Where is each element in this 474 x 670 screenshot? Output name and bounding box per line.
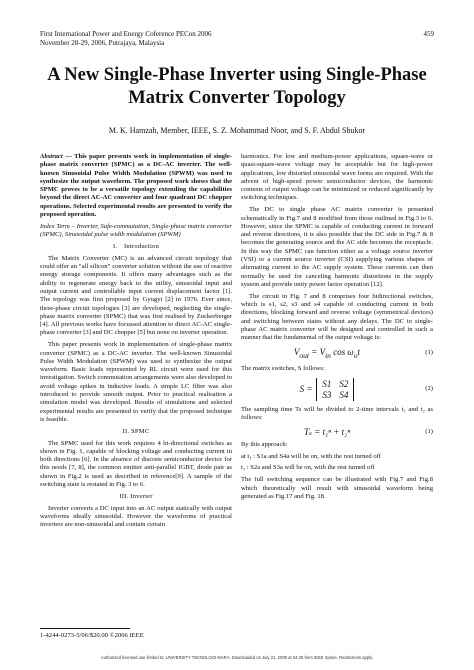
eq1-mid-sub: in: [325, 350, 331, 360]
paragraph: The SPMC used for this work requires 4 bi-directional switches as shown in Fig. 1, capable of blocking voltage and conducting current in both directions [6]. In the absence of discrete semiconductor device for this needs [7, 8], the common emitter anti-parallel IGBT, diode pair as shown in Fig.2 is used as described in reference[9]. A sample of the switching state is restated in Fig. 3 to 6.: [40, 439, 232, 488]
paragraph: Inverter converts a DC input into an AC output statically with output waveforms ideally sinusoidal. However the waveforms of practical inverters are non-sinusoidal and contain certain: [40, 504, 232, 529]
paragraph: The sampling time Ts will be divided to 2-time intervals t₁ and t₂ as follows:: [241, 405, 433, 422]
list-item: t₂ : S2a and S3a will be on, with the rest turned off: [241, 464, 375, 472]
conference-line-2: November 28-29, 2006, Putrajaya, Malaysia: [40, 39, 165, 47]
abstract-body: — This paper presents work in implementation of single-phase matrix converter (SPMC) as a DC-AC inverter. The well-known Sinusoidal Pulse Width Modulation (SPWM) was used to synthesize the output waveform. The proposed work shows that the SPMC proves to be a versatile topology extending the capabilities beyond the direct AC-AC converter and four quadrant DC chopper operations. Selected experimental results are presented to verify the proposed operation.: [40, 153, 232, 219]
matrix-cell: S1: [322, 378, 332, 389]
equation-3-body: Tₛ = t₁ⁿ + t₂ⁿ: [303, 426, 351, 437]
switch-matrix: [300, 378, 355, 401]
equation-2-body: [241, 378, 413, 401]
equation-1-body: [241, 348, 413, 360]
equation-2: [241, 378, 433, 401]
section-heading-spmc: II. SPMC: [122, 428, 150, 436]
paragraph: The full switching sequence can be illustrated with Fig.7 and Fig.8 which theoretically will result with sinusoidal waveform being generated as Fig.17 and Fig. 18.: [241, 476, 433, 500]
eq1-end: t: [357, 346, 361, 357]
equation-3-number: (1): [425, 427, 433, 435]
title-line-1: A New Single-Phase Inverter using Single-Phase: [47, 65, 427, 85]
eq1-lhs-sub: out: [299, 350, 310, 360]
paper-title: [30, 64, 444, 110]
matrix-cell: S2: [339, 378, 349, 389]
paragraph: The circuit in Fig. 7 and 8 comprises four bidirectional switches, which is s1, s2, s3 and s4 capable of conducting current in both directions, blocking forward and reverse voltage (symmetrical devices) and switching between states without any delays. The DC to single-phase AC matrix converter will be designed and controlled in such a manner that the fundamental of the output voltage is:: [241, 292, 433, 342]
conference-header: [40, 30, 212, 48]
matrix-cell: S3: [322, 389, 332, 400]
license-notice: Authorized licensed use limited to: UNIVERSITY TEKNOLOGI MARA. Downloaded on July 21, 2009 at 04:46 from IEEE Xplore. Restrictions apply.: [100, 655, 374, 660]
title-line-2: Matrix Converter Topology: [128, 88, 346, 108]
equation-3: [241, 428, 433, 436]
index-terms: Index Term – Inverter, Safe-commutation, Single-phase matrix converter (SPMC), Sinusoidal pulse width modulation (SPWM): [40, 222, 232, 239]
section-heading-inverter: III. Inverter: [119, 493, 153, 501]
equation-2-number: (2): [425, 385, 433, 393]
paragraph: The matrix switches, S follows:: [241, 364, 325, 372]
conference-line-1: First International Power and Energy Coference PECon 2006: [40, 30, 212, 38]
paragraph: This paper presents work in implementation of single-phase matrix converter (SPMC) as a DC-AC inverter. The well-known Sinusoidal Pulse Width Modulation (SPWM) was used to synthesize the output waveform. Basic loads represented by RL circuit were used for this investigation. Switch commutation arrangements were also developed to avoid voltage spikes in inductive loads. A simple LC filter was also introduced to provide smooth output. Prior to practical realisation a simulation model was developed. Results of simulations and selected experimental results are presented to verify that the proposed technique is feasible.: [40, 341, 232, 423]
page-number: 459: [423, 30, 434, 38]
equation-1-number: (1): [425, 349, 433, 357]
list-item: at t₁ : S1a and S4a will be on, with the rest turned off: [241, 452, 381, 460]
author-list: M. K. Hamzah, Member, IEEE, S. Z. Mohammad Noor, and S. F. Abdul Shukor: [108, 126, 366, 135]
eq1-rhs-sub: o: [353, 350, 358, 360]
eq1-mid: = V: [309, 346, 326, 357]
left-column: [40, 153, 232, 533]
matrix-cell: S4: [339, 389, 349, 400]
section-heading-introduction: I. Introduction: [112, 243, 160, 251]
footnote-rule: [40, 628, 130, 629]
eq1-lhs: V: [293, 346, 300, 357]
paragraph: The DC to single phase AC matrix converter is presented schematically in Fig.7 and 8 modified from those outlined in Fig.3 to 6. However, since the SPMC is capable of conducting current in forward and reverse directions, it is also possible that the DC side in Fig.7 & 8 becomes the generating source and the AC side becomes the receptacle. In this way the SPMC can function either as a voltage source inverter (VSI) or a current source inverter (CSI) supplying various shapes of alternating current to the AC supply system. These currents can then normally be used for canceling harmonic distortions in the supply system and provide unity power factor operation [12].: [241, 206, 433, 288]
right-column: [241, 153, 433, 505]
paragraph: harmonics. For low and medium-power applications, square-wave or quasi-square-wave voltage may be acceptable but for high-power applications, low distorted sinusoidal wave forms are required. With the advent of high-speed power semiconductor devices, the harmonic contents of output voltage can be minimized or reduced significantly by switching techniques.: [241, 153, 433, 202]
eq1-rhs: cos ω: [330, 346, 354, 357]
abstract: [40, 153, 232, 219]
equation-1: [241, 348, 433, 360]
copyright-notice: 1-4244-0273-5/06/$20.00 ©2006 IEEE: [40, 632, 144, 639]
matrix-grid: [316, 378, 354, 401]
abstract-label: Abstract: [40, 153, 63, 160]
paragraph: By this approach:: [241, 440, 288, 448]
paragraph: The Matrix Converter (MC) is an advanced circuit topology that could offer an “all silicon” converter solution without the use of reactive energy storage components. It offers many advantages such as the ability to regenerate energy back to the utility, sinusoidal input and output current and controllable input current displacement factor [1]. The topology was first proposed by Gyugyi [2] in 1976. Ever since, three-phase circuit topologies [3] are developed, neglecting the single-phase matrix converter (SPMC) that was first realised by Zuckerberger [4]. All previous works have focussed attention to direct AC-AC single-phase converter [3] and DC chopper [5] but none on inverter operation.: [40, 254, 232, 337]
eq2-lhs: S =: [299, 384, 313, 395]
